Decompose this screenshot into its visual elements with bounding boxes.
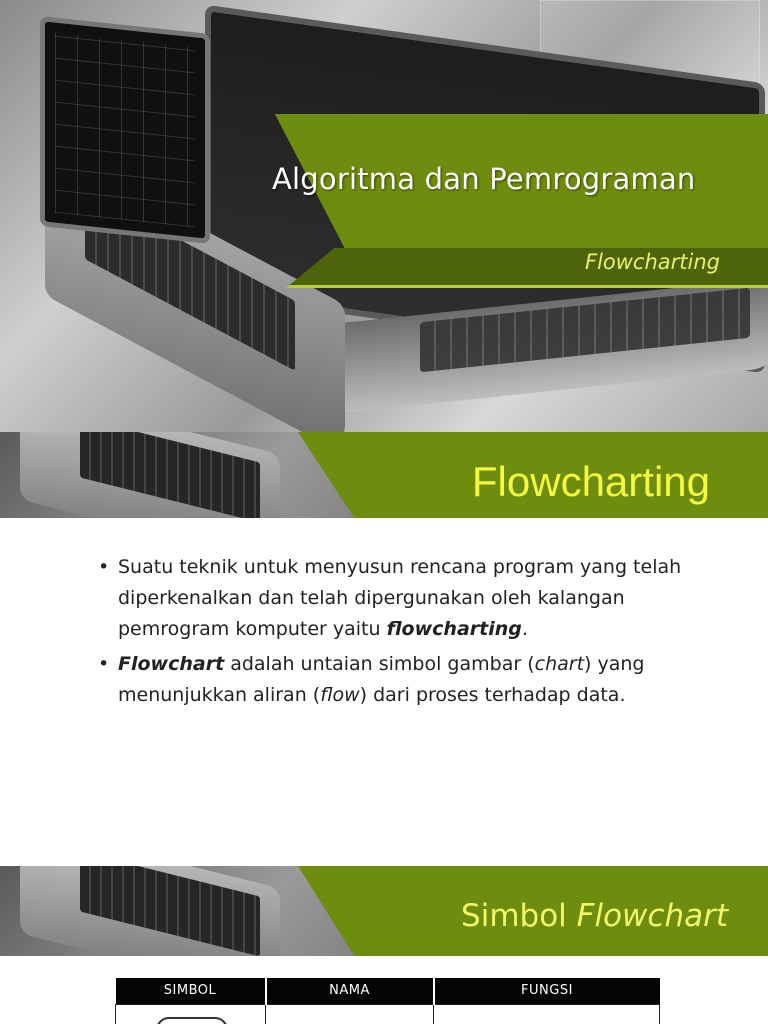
bullet-text: . xyxy=(521,618,528,640)
header-nama: NAMA xyxy=(266,978,434,1004)
bullet-emphasis: flowcharting xyxy=(386,618,522,640)
terminal-symbol-shape xyxy=(156,1017,228,1024)
slide3-title-italic: Flowchart xyxy=(576,898,728,934)
header-simbol: SIMBOL xyxy=(116,978,266,1004)
bullet-text: ) yang menunjukkan aliran ( xyxy=(118,653,645,706)
bullet-item xyxy=(96,649,696,711)
laptop-small-screen-image xyxy=(40,16,210,244)
slide3-title-plain: Simbol xyxy=(461,898,577,934)
screen-grid xyxy=(55,33,195,228)
bullet-text: Suatu teknik untuk menyusun rencana program yang telah diperkenalkan dan telah dipergunakan oleh kalangan pemrogram komputer yaitu xyxy=(118,556,682,640)
slide3-title xyxy=(461,898,728,934)
bullet-italic-term: chart xyxy=(534,653,585,675)
symbol-cell xyxy=(116,1004,266,1024)
bullet-lead-term: Flowchart xyxy=(118,653,225,675)
bullet-italic-term: flow xyxy=(320,684,360,706)
header-fungsi: FUNGSI xyxy=(434,978,660,1004)
function-cell xyxy=(434,1004,660,1024)
title-slide xyxy=(0,0,768,432)
slide2-title: Flowcharting xyxy=(471,458,710,505)
symbol-table xyxy=(115,978,660,1024)
table-row xyxy=(116,1004,660,1024)
presentation-subtitle: Flowcharting xyxy=(584,250,720,274)
bullet-item xyxy=(96,552,696,645)
bullet-list xyxy=(96,552,696,715)
bullet-text: ) dari proses terhadap data. xyxy=(359,684,626,706)
bullet-text: adalah untaian simbol gambar ( xyxy=(224,653,535,675)
name-cell xyxy=(266,1004,434,1024)
table-header-row xyxy=(116,978,660,1004)
presentation-title: Algoritma dan Pemrograman xyxy=(272,162,696,196)
